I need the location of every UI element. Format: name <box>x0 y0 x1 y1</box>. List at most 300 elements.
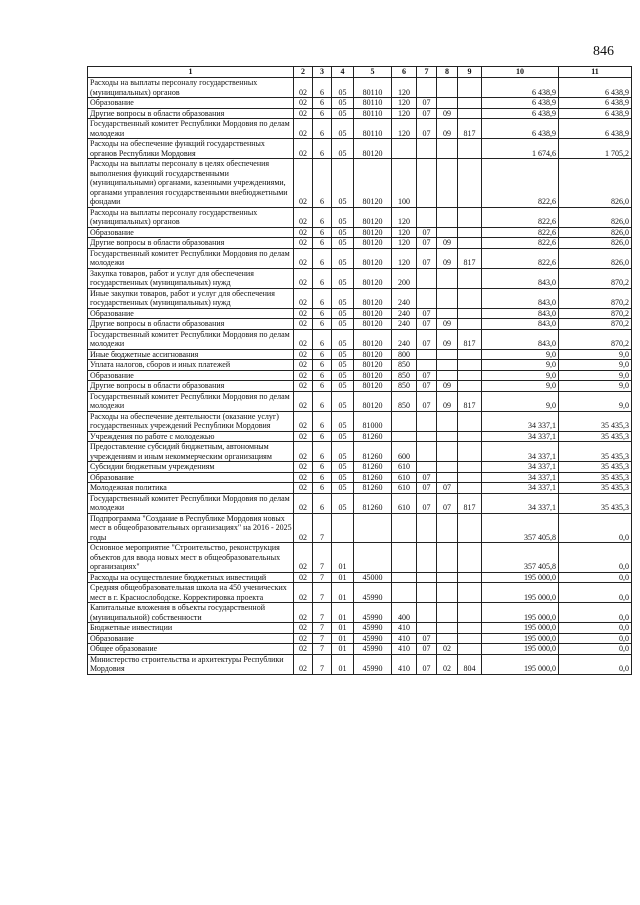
code-col-7 <box>417 623 437 634</box>
code-col-5: 45990 <box>354 644 392 655</box>
code-col-9: 817 <box>458 248 482 268</box>
code-col-3: 6 <box>313 207 332 227</box>
code-col-6: 850 <box>392 370 417 381</box>
code-col-5: 80120 <box>354 288 392 308</box>
code-col-8: 07 <box>437 493 458 513</box>
amount-col-10: 9,0 <box>482 370 559 381</box>
code-col-6: 240 <box>392 319 417 330</box>
column-header: 8 <box>437 67 458 78</box>
code-col-8: 09 <box>437 319 458 330</box>
code-col-6: 800 <box>392 349 417 360</box>
code-col-9 <box>458 268 482 288</box>
amount-col-10: 6 438,9 <box>482 108 559 119</box>
code-col-4: 05 <box>332 391 354 411</box>
code-col-3: 6 <box>313 248 332 268</box>
code-col-2: 02 <box>294 431 313 442</box>
amount-col-10: 822,6 <box>482 159 559 208</box>
code-col-3: 6 <box>313 431 332 442</box>
code-col-9 <box>458 603 482 623</box>
code-col-4: 05 <box>332 381 354 392</box>
code-col-8 <box>437 603 458 623</box>
code-col-6: 120 <box>392 119 417 139</box>
code-col-9 <box>458 572 482 583</box>
item-name: Министерство строительства и архитектуры Республики Мордовия <box>88 654 294 674</box>
column-header: 4 <box>332 67 354 78</box>
code-col-5: 80120 <box>354 268 392 288</box>
item-name: Учреждения по работе с молодежью <box>88 431 294 442</box>
item-name: Средняя общеобразовательная школа на 450 ученических мест в г. Краснослободске. Корректировка проекта <box>88 583 294 603</box>
item-name: Уплата налогов, сборов и иных платежей <box>88 360 294 371</box>
code-col-4: 05 <box>332 108 354 119</box>
code-col-3: 7 <box>313 543 332 573</box>
amount-col-11: 826,0 <box>559 207 632 227</box>
amount-col-10: 843,0 <box>482 308 559 319</box>
code-col-4: 05 <box>332 329 354 349</box>
code-col-3: 6 <box>313 349 332 360</box>
code-col-5: 81260 <box>354 472 392 483</box>
table-row <box>88 654 632 674</box>
amount-col-11: 6 438,9 <box>559 119 632 139</box>
code-col-6: 240 <box>392 308 417 319</box>
code-col-6: 610 <box>392 493 417 513</box>
code-col-2: 02 <box>294 349 313 360</box>
code-col-4: 05 <box>332 78 354 98</box>
code-col-4: 01 <box>332 644 354 655</box>
code-col-6 <box>392 139 417 159</box>
code-col-4: 05 <box>332 238 354 249</box>
table-row <box>88 513 632 543</box>
code-col-2: 02 <box>294 633 313 644</box>
code-col-2: 02 <box>294 329 313 349</box>
amount-col-10: 195 000,0 <box>482 603 559 623</box>
code-col-4: 01 <box>332 603 354 623</box>
item-name: Государственный комитет Республики Мордовия по делам молодежи <box>88 493 294 513</box>
code-col-9: 817 <box>458 493 482 513</box>
code-col-7 <box>417 462 437 473</box>
code-col-8 <box>437 308 458 319</box>
code-col-4: 05 <box>332 462 354 473</box>
amount-col-10: 195 000,0 <box>482 654 559 674</box>
code-col-6: 120 <box>392 207 417 227</box>
code-col-6 <box>392 513 417 543</box>
amount-col-10: 195 000,0 <box>482 623 559 634</box>
code-col-3: 6 <box>313 329 332 349</box>
code-col-7: 07 <box>417 98 437 109</box>
table-row <box>88 472 632 483</box>
code-col-3: 6 <box>313 98 332 109</box>
code-col-8 <box>437 623 458 634</box>
code-col-3: 6 <box>313 268 332 288</box>
code-col-2: 02 <box>294 603 313 623</box>
item-name: Основное мероприятие "Строительство, реконструкция объектов для ввода новых мест в общеобразовательных организациях" <box>88 543 294 573</box>
table-row <box>88 370 632 381</box>
item-name: Расходы на обеспечение деятельности (оказание услуг) государственных учреждений Республики Мордовия <box>88 411 294 431</box>
code-col-2: 02 <box>294 78 313 98</box>
code-col-5: 45990 <box>354 603 392 623</box>
code-col-8: 07 <box>437 483 458 494</box>
amount-col-10: 843,0 <box>482 329 559 349</box>
code-col-3: 6 <box>313 462 332 473</box>
code-col-5 <box>354 513 392 543</box>
amount-col-10: 9,0 <box>482 349 559 360</box>
page-number: 846 <box>593 44 614 59</box>
code-col-4: 05 <box>332 370 354 381</box>
amount-col-11: 0,0 <box>559 633 632 644</box>
code-col-7 <box>417 543 437 573</box>
code-col-4: 05 <box>332 483 354 494</box>
code-col-2: 02 <box>294 654 313 674</box>
code-col-5: 81260 <box>354 431 392 442</box>
amount-col-11: 870,2 <box>559 319 632 330</box>
item-name: Иные бюджетные ассигнования <box>88 349 294 360</box>
code-col-4: 01 <box>332 633 354 644</box>
code-col-9: 817 <box>458 329 482 349</box>
code-col-2: 02 <box>294 462 313 473</box>
code-col-9 <box>458 360 482 371</box>
code-col-3: 6 <box>313 493 332 513</box>
code-col-9 <box>458 583 482 603</box>
code-col-2: 02 <box>294 483 313 494</box>
budget-table <box>87 66 632 675</box>
item-name: Другие вопросы в области образования <box>88 319 294 330</box>
amount-col-10: 822,6 <box>482 207 559 227</box>
code-col-7: 07 <box>417 381 437 392</box>
code-col-6: 240 <box>392 288 417 308</box>
code-col-8: 02 <box>437 654 458 674</box>
code-col-7 <box>417 442 437 462</box>
table-row <box>88 159 632 208</box>
item-name: Субсидии бюджетным учреждениям <box>88 462 294 473</box>
code-col-6 <box>392 583 417 603</box>
code-col-6: 850 <box>392 381 417 392</box>
code-col-6: 410 <box>392 623 417 634</box>
code-col-4: 05 <box>332 442 354 462</box>
code-col-4: 05 <box>332 98 354 109</box>
code-col-6: 410 <box>392 654 417 674</box>
item-name: Другие вопросы в области образования <box>88 238 294 249</box>
amount-col-10: 9,0 <box>482 360 559 371</box>
code-col-8 <box>437 159 458 208</box>
amount-col-11: 826,0 <box>559 238 632 249</box>
code-col-4: 05 <box>332 159 354 208</box>
item-name: Государственный комитет Республики Мордовия по делам молодежи <box>88 391 294 411</box>
code-col-3: 6 <box>313 483 332 494</box>
amount-col-10: 34 337,1 <box>482 483 559 494</box>
code-col-2: 02 <box>294 319 313 330</box>
table-row <box>88 493 632 513</box>
code-col-7 <box>417 288 437 308</box>
code-col-5: 80110 <box>354 78 392 98</box>
code-col-5: 80120 <box>354 329 392 349</box>
amount-col-11: 35 435,3 <box>559 442 632 462</box>
code-col-8 <box>437 268 458 288</box>
item-name: Иные закупки товаров, работ и услуг для обеспечения государственных (муниципальных) нужд <box>88 288 294 308</box>
code-col-2: 02 <box>294 623 313 634</box>
amount-col-10: 822,6 <box>482 227 559 238</box>
code-col-7: 07 <box>417 319 437 330</box>
code-col-7: 07 <box>417 108 437 119</box>
code-col-2: 02 <box>294 119 313 139</box>
code-col-2: 02 <box>294 207 313 227</box>
code-col-3: 6 <box>313 391 332 411</box>
item-name: Молодежная политика <box>88 483 294 494</box>
code-col-7 <box>417 360 437 371</box>
code-col-7 <box>417 513 437 543</box>
code-col-5: 80120 <box>354 319 392 330</box>
code-col-3: 6 <box>313 411 332 431</box>
code-col-4: 05 <box>332 227 354 238</box>
code-col-8 <box>437 207 458 227</box>
table-row <box>88 248 632 268</box>
code-col-4: 01 <box>332 572 354 583</box>
item-name: Государственный комитет Республики Мордовия по делам молодежи <box>88 248 294 268</box>
code-col-2: 02 <box>294 583 313 603</box>
column-header: 10 <box>482 67 559 78</box>
code-col-7 <box>417 603 437 623</box>
code-col-3: 7 <box>313 623 332 634</box>
amount-col-11: 0,0 <box>559 623 632 634</box>
table-row <box>88 288 632 308</box>
code-col-9 <box>458 238 482 249</box>
code-col-8 <box>437 349 458 360</box>
table-row <box>88 603 632 623</box>
code-col-5: 45990 <box>354 633 392 644</box>
code-col-7: 07 <box>417 370 437 381</box>
amount-col-11: 35 435,3 <box>559 431 632 442</box>
code-col-7: 07 <box>417 644 437 655</box>
code-col-9: 804 <box>458 654 482 674</box>
code-col-6: 850 <box>392 391 417 411</box>
code-col-7: 07 <box>417 238 437 249</box>
code-col-2: 02 <box>294 644 313 655</box>
amount-col-10: 34 337,1 <box>482 442 559 462</box>
budget-table-container <box>87 66 631 675</box>
code-col-5: 45000 <box>354 572 392 583</box>
table-row <box>88 442 632 462</box>
amount-col-10: 34 337,1 <box>482 493 559 513</box>
code-col-3: 6 <box>313 472 332 483</box>
item-name: Другие вопросы в области образования <box>88 108 294 119</box>
amount-col-11: 826,0 <box>559 159 632 208</box>
code-col-4: 05 <box>332 207 354 227</box>
code-col-9 <box>458 139 482 159</box>
code-col-8: 09 <box>437 381 458 392</box>
table-row <box>88 319 632 330</box>
code-col-9 <box>458 644 482 655</box>
amount-col-11: 35 435,3 <box>559 493 632 513</box>
amount-col-10: 822,6 <box>482 248 559 268</box>
code-col-8 <box>437 411 458 431</box>
amount-col-11: 0,0 <box>559 644 632 655</box>
code-col-7: 07 <box>417 227 437 238</box>
amount-col-11: 870,2 <box>559 288 632 308</box>
code-col-9 <box>458 513 482 543</box>
code-col-2: 02 <box>294 472 313 483</box>
code-col-4: 05 <box>332 472 354 483</box>
code-col-9 <box>458 442 482 462</box>
amount-col-11: 6 438,9 <box>559 78 632 98</box>
code-col-9 <box>458 370 482 381</box>
code-col-8 <box>437 442 458 462</box>
amount-col-10: 843,0 <box>482 288 559 308</box>
code-col-2: 02 <box>294 411 313 431</box>
code-col-6 <box>392 543 417 573</box>
code-col-5: 45990 <box>354 654 392 674</box>
table-row <box>88 644 632 655</box>
code-col-2: 02 <box>294 543 313 573</box>
code-col-6: 400 <box>392 603 417 623</box>
code-col-9: 817 <box>458 119 482 139</box>
amount-col-11: 9,0 <box>559 360 632 371</box>
code-col-8: 02 <box>437 644 458 655</box>
code-col-9 <box>458 483 482 494</box>
table-row <box>88 349 632 360</box>
amount-col-10: 357 405,8 <box>482 543 559 573</box>
code-col-7 <box>417 411 437 431</box>
item-name: Расходы на выплаты персоналу государственных (муниципальных) органов <box>88 78 294 98</box>
code-col-9 <box>458 472 482 483</box>
code-col-7: 07 <box>417 329 437 349</box>
table-row <box>88 119 632 139</box>
code-col-9 <box>458 633 482 644</box>
code-col-9 <box>458 411 482 431</box>
amount-col-10: 9,0 <box>482 381 559 392</box>
item-name: Образование <box>88 370 294 381</box>
code-col-3: 6 <box>313 119 332 139</box>
code-col-7: 07 <box>417 483 437 494</box>
item-name: Бюджетные инвестиции <box>88 623 294 634</box>
code-col-8: 09 <box>437 329 458 349</box>
code-col-4 <box>332 513 354 543</box>
item-name: Общее образование <box>88 644 294 655</box>
code-col-6: 410 <box>392 644 417 655</box>
code-col-5: 81260 <box>354 442 392 462</box>
amount-col-11: 0,0 <box>559 603 632 623</box>
amount-col-10: 357 405,8 <box>482 513 559 543</box>
table-row <box>88 268 632 288</box>
code-col-3: 6 <box>313 139 332 159</box>
table-row <box>88 623 632 634</box>
amount-col-11: 35 435,3 <box>559 483 632 494</box>
code-col-8 <box>437 98 458 109</box>
code-col-6: 610 <box>392 483 417 494</box>
code-col-7 <box>417 159 437 208</box>
amount-col-11: 870,2 <box>559 308 632 319</box>
code-col-2: 02 <box>294 98 313 109</box>
code-col-2: 02 <box>294 513 313 543</box>
table-row <box>88 391 632 411</box>
code-col-3: 6 <box>313 288 332 308</box>
item-name: Расходы на выплаты персоналу в целях обеспечения выполнения функций государственными (муниципальными) органами, казенными учреждениями, органами управления государственными внебюджетными фондами <box>88 159 294 208</box>
code-col-5: 80120 <box>354 349 392 360</box>
table-row <box>88 329 632 349</box>
code-col-6: 120 <box>392 238 417 249</box>
code-col-2: 02 <box>294 360 313 371</box>
code-col-8 <box>437 360 458 371</box>
code-col-7 <box>417 349 437 360</box>
code-col-9 <box>458 462 482 473</box>
amount-col-11: 826,0 <box>559 248 632 268</box>
amount-col-10: 195 000,0 <box>482 633 559 644</box>
code-col-8 <box>437 572 458 583</box>
amount-col-10: 195 000,0 <box>482 583 559 603</box>
code-col-6: 100 <box>392 159 417 208</box>
code-col-5: 80120 <box>354 207 392 227</box>
table-row <box>88 572 632 583</box>
code-col-9 <box>458 623 482 634</box>
amount-col-10: 6 438,9 <box>482 119 559 139</box>
code-col-9 <box>458 288 482 308</box>
code-col-5: 45990 <box>354 623 392 634</box>
table-row <box>88 207 632 227</box>
column-header: 3 <box>313 67 332 78</box>
code-col-3: 6 <box>313 442 332 462</box>
code-col-7: 07 <box>417 119 437 139</box>
code-col-4: 05 <box>332 268 354 288</box>
code-col-7 <box>417 139 437 159</box>
code-col-4: 05 <box>332 288 354 308</box>
code-col-8 <box>437 583 458 603</box>
code-col-2: 02 <box>294 248 313 268</box>
code-col-9 <box>458 108 482 119</box>
code-col-8 <box>437 513 458 543</box>
code-col-3: 6 <box>313 108 332 119</box>
code-col-3: 7 <box>313 603 332 623</box>
code-col-4: 05 <box>332 493 354 513</box>
code-col-2: 02 <box>294 381 313 392</box>
code-col-6: 600 <box>392 442 417 462</box>
item-name: Образование <box>88 472 294 483</box>
amount-col-11: 826,0 <box>559 227 632 238</box>
code-col-3: 6 <box>313 78 332 98</box>
code-col-7: 07 <box>417 472 437 483</box>
code-col-5 <box>354 543 392 573</box>
item-name: Государственный комитет Республики Мордовия по делам молодежи <box>88 119 294 139</box>
item-name: Расходы на обеспечение функций государственных органов Республики Мордовия <box>88 139 294 159</box>
code-col-5: 80120 <box>354 308 392 319</box>
code-col-9 <box>458 98 482 109</box>
code-col-3: 6 <box>313 308 332 319</box>
code-col-6: 850 <box>392 360 417 371</box>
code-col-6 <box>392 411 417 431</box>
amount-col-11: 0,0 <box>559 654 632 674</box>
code-col-2: 02 <box>294 308 313 319</box>
item-name: Расходы на выплаты персоналу государственных (муниципальных) органов <box>88 207 294 227</box>
code-col-7 <box>417 78 437 98</box>
code-col-7: 07 <box>417 308 437 319</box>
code-col-6 <box>392 572 417 583</box>
table-body <box>88 78 632 675</box>
code-col-2: 02 <box>294 370 313 381</box>
amount-col-11: 35 435,3 <box>559 462 632 473</box>
code-col-3: 7 <box>313 644 332 655</box>
code-col-5: 80120 <box>354 159 392 208</box>
table-row <box>88 78 632 98</box>
code-col-2: 02 <box>294 268 313 288</box>
amount-col-11: 1 705,2 <box>559 139 632 159</box>
table-row <box>88 381 632 392</box>
code-col-8 <box>437 462 458 473</box>
item-name: Капитальные вложения в объекты государственной (муниципальной) собственности <box>88 603 294 623</box>
column-header: 9 <box>458 67 482 78</box>
code-col-7 <box>417 431 437 442</box>
code-col-5: 81260 <box>354 483 392 494</box>
code-col-4: 01 <box>332 623 354 634</box>
code-col-4: 05 <box>332 308 354 319</box>
code-col-2: 02 <box>294 442 313 462</box>
code-col-9 <box>458 159 482 208</box>
code-col-7 <box>417 268 437 288</box>
